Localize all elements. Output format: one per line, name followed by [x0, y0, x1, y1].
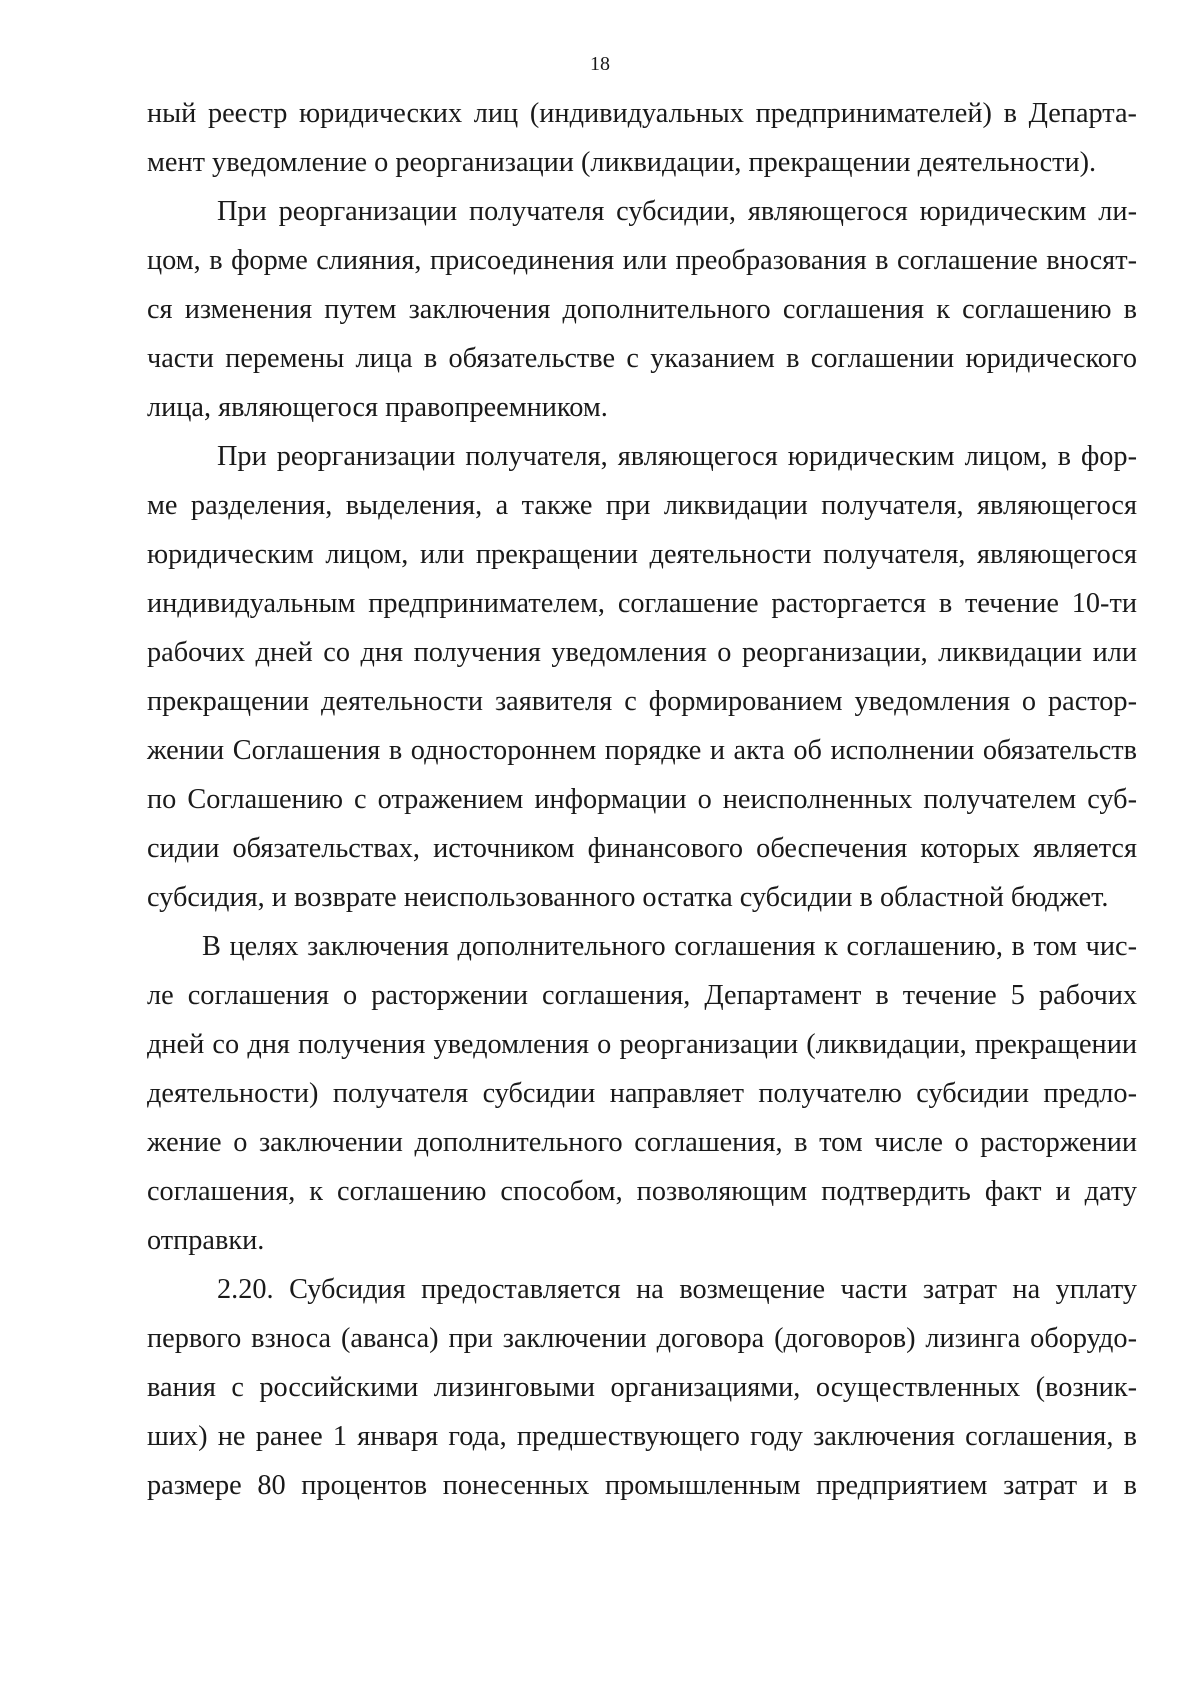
text-line: рабочих дней со дня получения уведомления о реорганизации, ликвидации или [147, 637, 1137, 668]
text-line: При реорганизации получателя, являющегося юридическим лицом, в фор- [217, 441, 1137, 472]
text-line: дней со дня получения уведомления о реорганизации (ликвидации, прекращении [147, 1029, 1137, 1060]
text-line: В целях заключения дополнительного соглашения к соглашению, в том чис- [202, 931, 1137, 962]
text-line: ся изменения путем заключения дополнительного соглашения к соглашению в [147, 294, 1137, 325]
text-line: ле соглашения о расторжении соглашения, Департамент в течение 5 рабочих [147, 980, 1137, 1011]
text-line: 2.20. Субсидия предоставляется на возмещение части затрат на уплату [217, 1274, 1137, 1305]
page-number: 18 [590, 53, 610, 75]
paragraph [147, 432, 1137, 922]
text-line: жении Соглашения в одностороннем порядке и акта об исполнении обязательств [147, 735, 1137, 766]
paragraph [147, 187, 1137, 432]
text-line: индивидуальным предпринимателем, соглашение расторгается в течение 10-ти [147, 588, 1137, 619]
text-line: лица, являющегося правопреемником. [147, 392, 608, 423]
text-line: При реорганизации получателя субсидии, являющегося юридическим ли- [217, 196, 1137, 227]
text-line: части перемены лица в обязательстве с указанием в соглашении юридического [147, 343, 1137, 374]
paragraph [147, 89, 1137, 187]
text-line: жение о заключении дополнительного соглашения, в том числе о расторжении [147, 1127, 1137, 1158]
paragraph [147, 922, 1137, 1265]
text-line: сидии обязательствах, источником финансового обеспечения которых является [147, 833, 1137, 864]
text-line: деятельности) получателя субсидии направляет получателю субсидии предло- [147, 1078, 1137, 1109]
text-line: отправки. [147, 1225, 265, 1256]
text-line: первого взноса (аванса) при заключении договора (договоров) лизинга оборудо- [147, 1323, 1137, 1354]
text-line: размере 80 процентов понесенных промышленным предприятием затрат и в [147, 1470, 1137, 1501]
document-body [147, 89, 1137, 1510]
text-line: ме разделения, выделения, а также при ликвидации получателя, являющегося [147, 490, 1137, 521]
text-line: соглашения, к соглашению способом, позволяющим подтвердить факт и дату [147, 1176, 1137, 1207]
text-line: цом, в форме слияния, присоединения или преобразования в соглашение вносят- [147, 245, 1137, 276]
text-line: субсидия, и возврате неиспользованного остатка субсидии в областной бюджет. [147, 882, 1109, 913]
text-line: по Соглашению с отражением информации о неисполненных получателем суб- [147, 784, 1137, 815]
text-line: ный реестр юридических лиц (индивидуальных предпринимателей) в Департа- [147, 98, 1137, 129]
text-line: вания с российскими лизинговыми организациями, осуществленных (возник- [147, 1372, 1137, 1403]
text-line: мент уведомление о реорганизации (ликвидации, прекращении деятельности). [147, 147, 1097, 178]
paragraph [147, 1265, 1137, 1510]
text-line: юридическим лицом, или прекращении деятельности получателя, являющегося [147, 539, 1137, 570]
text-line: прекращении деятельности заявителя с формированием уведомления о растор- [147, 686, 1137, 717]
text-line: ших) не ранее 1 января года, предшествующего году заключения соглашения, в [147, 1421, 1137, 1452]
